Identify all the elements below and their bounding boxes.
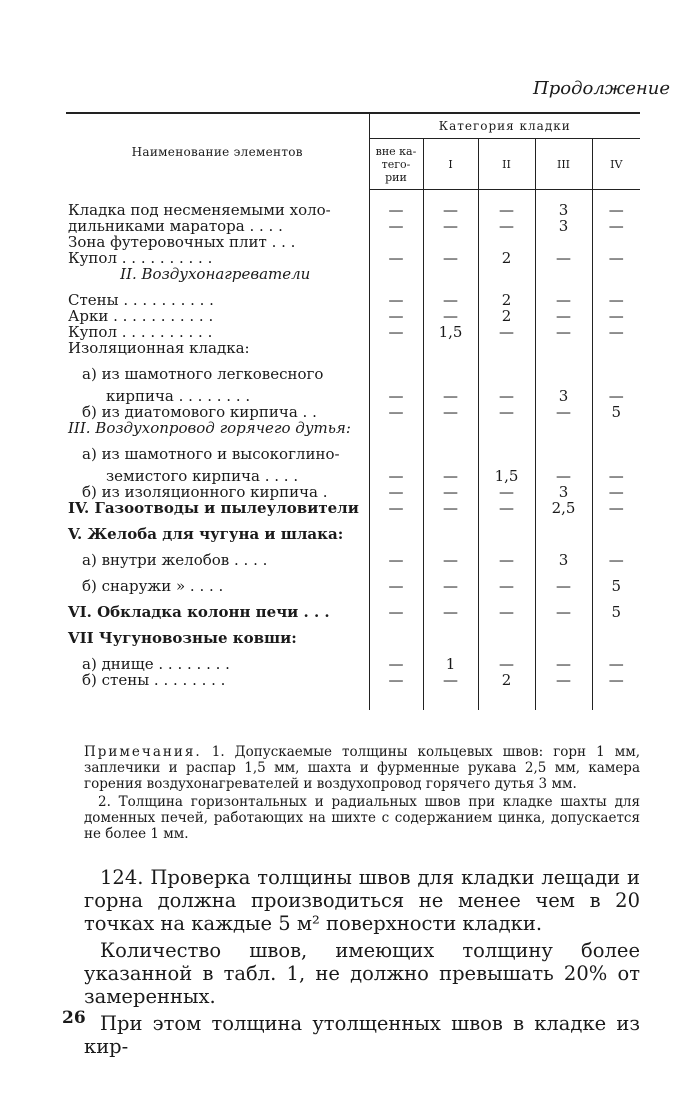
cell-value: — — [423, 202, 478, 218]
cell-value: — — [369, 552, 423, 578]
table-row — [66, 420, 640, 446]
column-header-cat-3: III — [535, 139, 592, 190]
cell-value: — — [423, 218, 478, 234]
table-row — [66, 484, 640, 500]
cell-value — [592, 266, 640, 292]
cell-value — [478, 266, 535, 292]
cell-value — [369, 366, 423, 388]
row-label: б) снаружи » . . . . — [66, 578, 369, 604]
cell-value: — — [478, 552, 535, 578]
table-row — [66, 526, 640, 552]
cell-value — [535, 340, 592, 366]
cell-value: — — [608, 217, 624, 235]
cell-value — [423, 630, 478, 656]
note-1 — [84, 744, 640, 792]
row-label: Стены . . . . . . . . . . — [66, 292, 369, 308]
table-row — [66, 266, 640, 292]
cell-value: — — [369, 388, 423, 404]
cell-value: — — [608, 655, 624, 673]
column-header-cat-4: IV — [592, 139, 640, 190]
cell-value: 1 — [423, 656, 478, 672]
cell-value: — — [535, 672, 592, 688]
cell-value — [369, 630, 423, 656]
note-1-text: 1. Допускаемые толщины кольцевых швов: горн 1 мм, заплечики и распар 1,5 мм, шахта и фурменные рукава 2,5 мм, камера горения воздухонагревателей и воздухопровод горячего дутья 3 мм. — [84, 744, 641, 792]
cell-value: — — [478, 604, 535, 630]
table-row — [66, 552, 640, 578]
cell-value: — — [369, 308, 423, 324]
cell-value: — — [608, 499, 624, 517]
table-row — [66, 308, 640, 324]
cell-value — [369, 446, 423, 468]
cell-value — [423, 446, 478, 468]
cell-value — [592, 340, 640, 366]
cell-value — [535, 234, 592, 250]
cell-value: — — [423, 308, 478, 324]
paragraph-seam-count: Количество швов, имеющих толщину более указанной в табл. 1, не должно превышать 20% от замеренных. — [84, 939, 640, 1008]
cell-value: — — [478, 484, 535, 500]
cell-value — [369, 234, 423, 250]
cell-value — [369, 340, 423, 366]
cell-value: 5 — [611, 603, 622, 621]
row-label: VII Чугуновозные ковши: — [66, 630, 369, 656]
cell-value — [423, 420, 478, 446]
cell-value: 2 — [478, 292, 535, 308]
column-header-out-of-category: вне ка- тего- рии — [369, 139, 423, 190]
cell-value: — — [423, 292, 478, 308]
cell-value: 3 — [535, 218, 592, 234]
row-label: II. Воздухонагреватели — [66, 266, 369, 292]
cell-value: — — [535, 468, 592, 484]
cell-value — [423, 366, 478, 388]
cell-value — [535, 266, 592, 292]
row-label: Кладка под несменяемыми холо- — [66, 202, 369, 218]
row-label: дильниками маратора . . . . — [66, 218, 369, 234]
cell-value: — — [478, 404, 535, 420]
table-row — [66, 630, 640, 656]
cell-value: — — [535, 292, 592, 308]
column-header-category: Категория кладки — [369, 113, 640, 139]
table-row — [66, 234, 640, 250]
cell-value — [369, 526, 423, 552]
row-label: а) внутри желобов . . . . — [66, 552, 369, 578]
continuation-label: Продолжение — [533, 78, 670, 99]
table-row — [66, 578, 640, 604]
cell-value: — — [369, 218, 423, 234]
cell-value — [369, 420, 423, 446]
row-label: а) днище . . . . . . . . — [66, 656, 369, 672]
cell-value — [592, 526, 640, 552]
cell-value — [592, 234, 640, 250]
cell-value: — — [535, 656, 592, 672]
cell-value — [535, 420, 592, 446]
cell-value: — — [423, 404, 478, 420]
cell-value: — — [423, 468, 478, 484]
column-header-cat-1: I — [423, 139, 478, 190]
cell-value: 3 — [535, 484, 592, 500]
cell-value: — — [478, 656, 535, 672]
cell-value: — — [369, 604, 423, 630]
cell-value: — — [608, 467, 624, 485]
cell-value: — — [423, 552, 478, 578]
table-row — [66, 500, 640, 526]
notes-heading: Примечания. — [84, 744, 202, 760]
table-body — [66, 190, 640, 711]
note-2: 2. Толщина горизонтальных и радиальных швов при кладке шахты для доменных печей, работающих на шихте с содержанием цинка, допускается не более 1 мм. — [84, 794, 640, 842]
cell-value — [423, 234, 478, 250]
cell-value: — — [423, 578, 478, 604]
cell-value — [592, 630, 640, 656]
cell-value: — — [369, 578, 423, 604]
cell-value: — — [608, 201, 624, 219]
row-label: б) из изоляционного кирпича . — [66, 484, 369, 500]
cell-value — [535, 446, 592, 468]
row-label: V. Желоба для чугуна и шлака: — [66, 526, 369, 552]
table-row — [66, 324, 640, 340]
cell-value: — — [423, 388, 478, 404]
table-row — [66, 340, 640, 366]
cell-value: — — [478, 324, 535, 340]
cell-value: — — [369, 672, 423, 688]
cell-value: — — [478, 218, 535, 234]
cell-value: 3 — [535, 202, 592, 218]
cell-value — [592, 420, 640, 446]
cell-value: 1,5 — [423, 324, 478, 340]
cell-value: — — [369, 250, 423, 266]
table-row — [66, 388, 640, 404]
table-row — [66, 250, 640, 266]
cell-value — [478, 526, 535, 552]
cell-value: — — [423, 604, 478, 630]
table-row — [66, 604, 640, 630]
masonry-category-table — [66, 112, 640, 710]
cell-value — [535, 630, 592, 656]
cell-value: — — [608, 671, 624, 689]
cell-value: — — [369, 484, 423, 500]
cell-value: — — [478, 388, 535, 404]
row-label: Зона футеровочных плит . . . — [66, 234, 369, 250]
cell-value: 2 — [478, 672, 535, 688]
cell-value: — — [535, 308, 592, 324]
cell-value: — — [608, 323, 624, 341]
cell-value: — — [369, 656, 423, 672]
cell-value: 2 — [478, 308, 535, 324]
page-number: 26 — [62, 1008, 86, 1028]
cell-value — [592, 366, 640, 388]
cell-value — [423, 526, 478, 552]
cell-value — [478, 630, 535, 656]
table-row — [66, 366, 640, 388]
cell-value: — — [423, 250, 478, 266]
cell-value: 2 — [478, 250, 535, 266]
row-label: VI. Обкладка колонн печи . . . — [66, 604, 369, 630]
table-row — [66, 656, 640, 672]
cell-value: 5 — [611, 577, 622, 595]
row-label: б) стены . . . . . . . . — [66, 672, 369, 688]
row-label: III. Воздухопровод горячего дутья: — [66, 420, 369, 446]
cell-value: — — [535, 324, 592, 340]
cell-value — [423, 340, 478, 366]
cell-value: — — [478, 500, 535, 526]
table-row — [66, 218, 640, 234]
cell-value: — — [608, 387, 624, 405]
cell-value — [592, 446, 640, 468]
paragraph-124: 124. Проверка толщины швов для кладки лещади и горна должна производиться не менее чем в 20 точках на каждые 5 м² поверхности кладки. — [84, 866, 640, 935]
table-row — [66, 404, 640, 420]
row-label: кирпича . . . . . . . . — [66, 388, 369, 404]
cell-value: — — [423, 500, 478, 526]
row-label: Купол . . . . . . . . . . — [66, 250, 369, 266]
row-label: а) из шамотного легковесного — [66, 366, 369, 388]
cell-value: — — [369, 202, 423, 218]
cell-value: — — [608, 249, 624, 267]
cell-value: — — [369, 404, 423, 420]
row-label: Арки . . . . . . . . . . . — [66, 308, 369, 324]
row-label: б) из диатомового кирпича . . — [66, 404, 369, 420]
cell-value: 3 — [535, 388, 592, 404]
cell-value — [535, 526, 592, 552]
cell-value: 2,5 — [535, 500, 592, 526]
cell-value: — — [423, 672, 478, 688]
cell-value: — — [423, 484, 478, 500]
row-label: Изоляционная кладка: — [66, 340, 369, 366]
cell-value: — — [369, 324, 423, 340]
cell-value — [478, 446, 535, 468]
row-label: Купол . . . . . . . . . . — [66, 324, 369, 340]
cell-value: — — [478, 578, 535, 604]
cell-value: 3 — [535, 552, 592, 578]
table-row — [66, 202, 640, 218]
cell-value — [478, 234, 535, 250]
body-text — [84, 866, 640, 1062]
cell-value: — — [369, 500, 423, 526]
cell-value — [478, 420, 535, 446]
cell-value — [423, 266, 478, 292]
cell-value: — — [608, 291, 624, 309]
cell-value: — — [535, 250, 592, 266]
row-label: а) из шамотного и высокоглино- — [66, 446, 369, 468]
cell-value: — — [535, 404, 592, 420]
column-header-name: Наименование элементов — [66, 113, 369, 190]
row-label: земистого кирпича . . . . — [66, 468, 369, 484]
table-row — [66, 446, 640, 468]
cell-value: — — [369, 292, 423, 308]
table-notes — [84, 744, 640, 842]
cell-value: — — [608, 483, 624, 501]
cell-value — [478, 340, 535, 366]
column-header-cat-2: II — [478, 139, 535, 190]
cell-value: 1,5 — [478, 468, 535, 484]
cell-value: — — [535, 604, 592, 630]
table-row — [66, 292, 640, 308]
cell-value: 5 — [611, 403, 622, 421]
cell-value: — — [608, 307, 624, 325]
cell-value — [369, 266, 423, 292]
row-label: IV. Газоотводы и пылеуловители — [66, 500, 369, 526]
table-row — [66, 672, 640, 688]
cell-value: — — [369, 468, 423, 484]
cell-value: — — [608, 551, 624, 569]
paragraph-continued: При этом толщина утолщенных швов в кладке из кир- — [84, 1012, 640, 1058]
cell-value: — — [478, 202, 535, 218]
cell-value — [478, 366, 535, 388]
cell-value — [535, 366, 592, 388]
table-row — [66, 468, 640, 484]
cell-value: — — [535, 578, 592, 604]
